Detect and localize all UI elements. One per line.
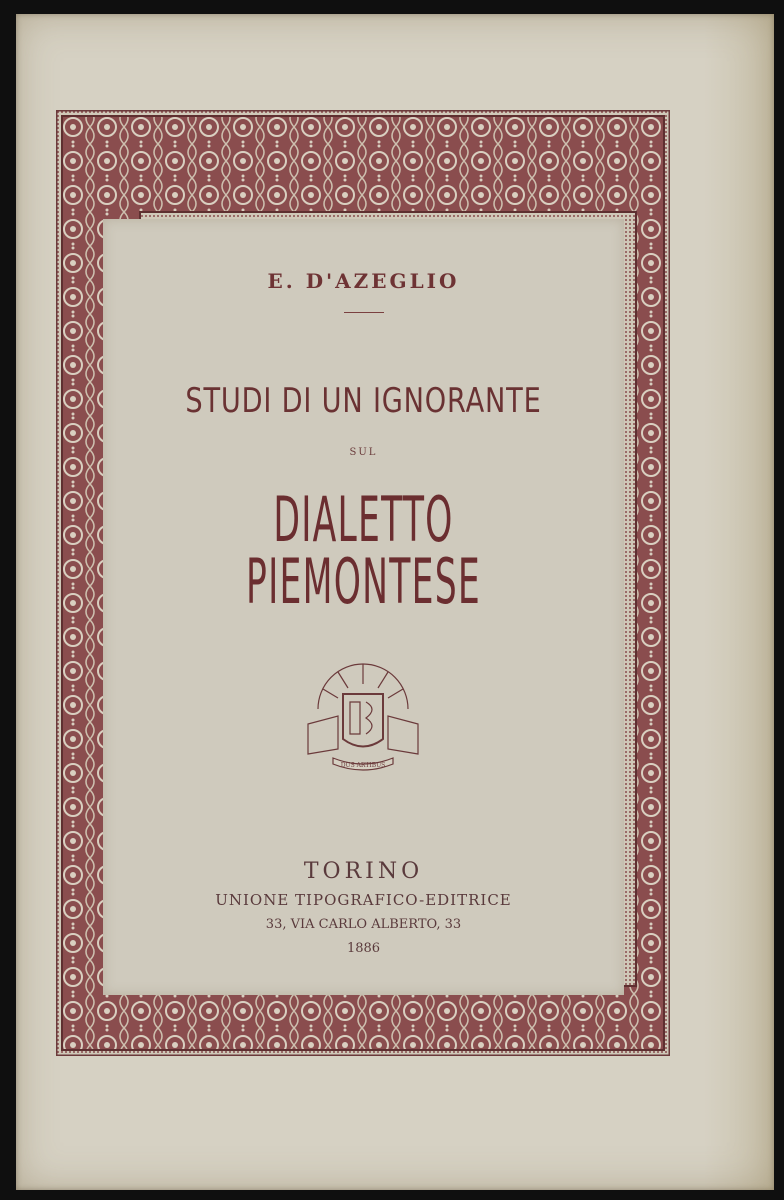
emblem-motto: DUS ARTIBUS [340,762,386,769]
imprint-publisher: UNIONE TIPOGRAFICO-EDITRICE [215,891,512,909]
divider-rule [344,312,384,313]
emblem-icon [298,654,428,784]
title-line-2: DIALETTO PIEMONTESE [246,483,481,618]
publisher-device-icon [298,654,428,784]
book-cover [16,14,774,1190]
imprint-address: 33, VIA CARLO ALBERTO, 33 [265,917,462,932]
imprint-year: 1886 [346,941,381,956]
author-name: E. D'AZEGLIO [267,269,460,293]
title-line-1: STUDI DI UN IGNORANTE [185,381,542,421]
imprint-place: TORINO [303,859,424,884]
title-panel [103,219,624,995]
title-connector: SUL [349,447,378,458]
